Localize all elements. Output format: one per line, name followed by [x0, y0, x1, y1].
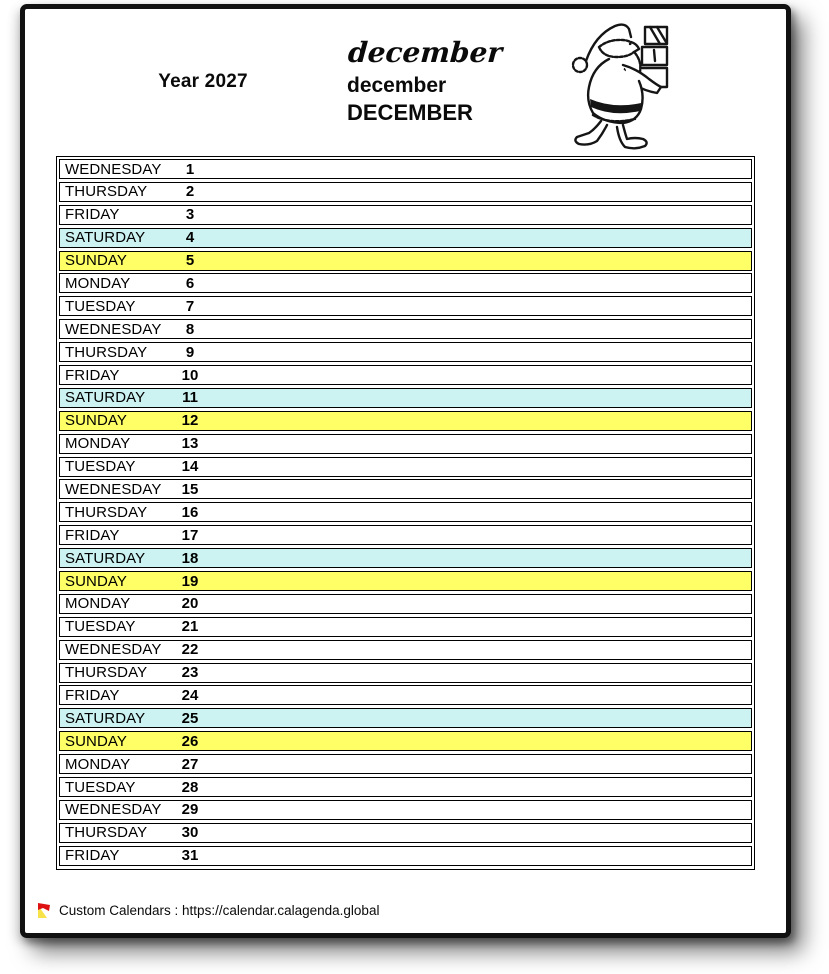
day-number: 17: [181, 526, 199, 544]
note-area: [212, 778, 751, 796]
day-name: FRIDAY: [65, 206, 120, 224]
calendar-row: [59, 159, 752, 179]
note-area: [212, 572, 751, 590]
day-name: THURSDAY: [65, 183, 148, 201]
note-area: [212, 160, 751, 178]
footer-link[interactable]: Custom Calendars : https://calendar.calagenda.global: [59, 903, 380, 918]
calendar-row: [59, 823, 752, 843]
note-area: [212, 274, 751, 292]
day-number: 31: [181, 847, 199, 865]
day-name: TUESDAY: [65, 297, 136, 315]
day-number: 6: [185, 274, 195, 292]
calendar-table: [56, 156, 755, 870]
day-name: WEDNESDAY: [65, 641, 162, 659]
day-number: 23: [181, 664, 199, 682]
note-area: [212, 458, 751, 476]
day-number: 18: [181, 549, 199, 567]
calendar-row: [59, 502, 752, 522]
day-name: WEDNESDAY: [65, 160, 162, 178]
day-name: MONDAY: [65, 274, 131, 292]
day-number: 4: [185, 229, 195, 247]
note-area: [212, 755, 751, 773]
note-area: [212, 664, 751, 682]
day-number: 27: [181, 755, 199, 773]
day-number: 20: [181, 595, 199, 613]
calendar-row: [59, 479, 752, 499]
day-number: 30: [181, 824, 199, 842]
day-number: 3: [185, 206, 195, 224]
note-area: [212, 206, 751, 224]
day-name: THURSDAY: [65, 343, 148, 361]
day-number: 16: [181, 503, 199, 521]
day-number: 10: [181, 366, 199, 384]
calendar-row: [59, 754, 752, 774]
year-label: Year 2027: [158, 71, 248, 92]
day-number: 19: [181, 572, 199, 590]
note-area: [212, 183, 751, 201]
note-area: [212, 435, 751, 453]
calendar-row: [59, 457, 752, 477]
note-area: [212, 549, 751, 567]
calendar-row: [59, 388, 752, 408]
calendar-row: [59, 296, 752, 316]
note-area: [212, 503, 751, 521]
calendar-row: [59, 273, 752, 293]
day-name: FRIDAY: [65, 686, 120, 704]
day-number: 8: [185, 320, 195, 338]
day-name: WEDNESDAY: [65, 320, 162, 338]
day-number: 28: [181, 778, 199, 796]
calendar-row: [59, 594, 752, 614]
day-number: 14: [181, 458, 199, 476]
day-number: 7: [185, 297, 195, 315]
day-number: 13: [181, 435, 199, 453]
footer: [37, 901, 379, 920]
calendar-row: [59, 182, 752, 202]
day-number: 12: [181, 412, 199, 430]
note-area: [212, 686, 751, 704]
note-area: [212, 389, 751, 407]
calendar-row: [59, 663, 752, 683]
calendar-row: [59, 205, 752, 225]
day-name: SATURDAY: [65, 389, 146, 407]
note-area: [212, 480, 751, 498]
day-number: 24: [181, 686, 199, 704]
calendar-row: [59, 571, 752, 591]
note-area: [212, 824, 751, 842]
day-name: SUNDAY: [65, 252, 127, 270]
calendar-row: [59, 708, 752, 728]
day-name: MONDAY: [65, 755, 131, 773]
month-title-script: december: [347, 36, 504, 69]
day-number: 26: [181, 732, 199, 750]
day-name: SUNDAY: [65, 732, 127, 750]
day-name: TUESDAY: [65, 618, 136, 636]
day-number: 29: [181, 801, 199, 819]
calendar-row: [59, 319, 752, 339]
day-name: THURSDAY: [65, 503, 148, 521]
note-area: [212, 641, 751, 659]
day-name: FRIDAY: [65, 847, 120, 865]
note-area: [212, 732, 751, 750]
day-name: THURSDAY: [65, 664, 148, 682]
calendar-row: [59, 777, 752, 797]
calendar-row: [59, 365, 752, 385]
santa-illustration-icon: [565, 13, 669, 155]
day-name: SUNDAY: [65, 572, 127, 590]
calendar-row: [59, 342, 752, 362]
note-area: [212, 595, 751, 613]
calendar-row: [59, 411, 752, 431]
day-name: THURSDAY: [65, 824, 148, 842]
day-name: WEDNESDAY: [65, 801, 162, 819]
note-area: [212, 320, 751, 338]
note-area: [212, 526, 751, 544]
day-number: 1: [185, 160, 195, 178]
day-number: 15: [181, 480, 199, 498]
calendar-row: [59, 548, 752, 568]
day-number: 9: [185, 343, 195, 361]
note-area: [212, 709, 751, 727]
day-name: TUESDAY: [65, 778, 136, 796]
day-name: TUESDAY: [65, 458, 136, 476]
day-name: SATURDAY: [65, 229, 146, 247]
calendar-row: [59, 228, 752, 248]
calendar-row: [59, 640, 752, 660]
calendar-row: [59, 617, 752, 637]
note-area: [212, 343, 751, 361]
day-name: WEDNESDAY: [65, 480, 162, 498]
day-number: 25: [181, 709, 199, 727]
note-area: [212, 618, 751, 636]
calendar-row: [59, 251, 752, 271]
note-area: [212, 297, 751, 315]
month-title-block: [347, 37, 577, 126]
note-area: [212, 366, 751, 384]
calendar-row: [59, 525, 752, 545]
day-name: MONDAY: [65, 595, 131, 613]
note-area: [212, 847, 751, 865]
day-name: SUNDAY: [65, 412, 127, 430]
day-name: FRIDAY: [65, 526, 120, 544]
calendar-row: [59, 685, 752, 705]
calendar-row: [59, 731, 752, 751]
note-area: [212, 412, 751, 430]
calendar-row: [59, 434, 752, 454]
day-number: 2: [185, 183, 195, 201]
note-area: [212, 229, 751, 247]
month-title-lowercase: december: [347, 74, 447, 97]
day-number: 21: [181, 618, 199, 636]
day-name: SATURDAY: [65, 549, 146, 567]
note-area: [212, 801, 751, 819]
calagenda-logo-icon: [37, 901, 51, 920]
month-title-uppercase: DECEMBER: [347, 100, 473, 125]
day-number: 11: [182, 389, 198, 407]
calendar-row: [59, 800, 752, 820]
note-area: [212, 252, 751, 270]
day-name: MONDAY: [65, 435, 131, 453]
day-number: 5: [185, 252, 195, 270]
day-name: FRIDAY: [65, 366, 120, 384]
day-number: 22: [181, 641, 199, 659]
calendar-row: [59, 846, 752, 866]
calendar-sheet: [20, 4, 791, 938]
day-name: SATURDAY: [65, 709, 146, 727]
